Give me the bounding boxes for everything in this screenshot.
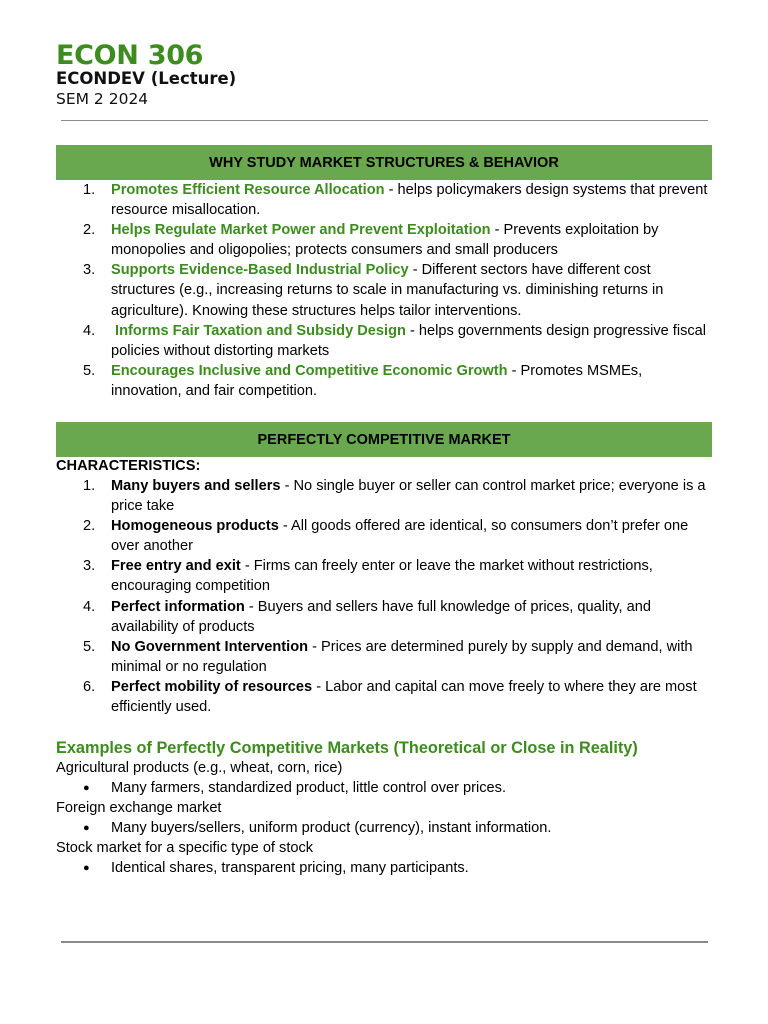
item-lead: Promotes Efficient Resource Allocation	[111, 182, 385, 198]
item-lead: Supports Evidence-Based Industrial Policy	[111, 262, 409, 279]
item-lead: Free entry and exit	[111, 558, 241, 575]
item-text: - Prices are determined purely by supply and demand, with minimal or no regulation	[111, 638, 693, 675]
item-text: - Buyers and sellers have full knowledge of prices, quality, and availability of products	[111, 598, 651, 635]
list-number: 4.	[83, 322, 96, 339]
list-item	[56, 597, 716, 637]
list-number: 4.	[83, 598, 96, 615]
example-bullet-text: Identical shares, transparent pricing, many participants.	[111, 860, 469, 876]
list-item	[56, 677, 716, 717]
characteristics-list	[56, 476, 716, 717]
item-text: - Promotes MSMEs, innovation, and fair competition.	[111, 362, 643, 399]
example-category: Stock market for a specific type of stock	[56, 840, 314, 856]
section-heading-perfect-competition: PERFECTLY COMPETITIVE MARKET	[56, 422, 712, 457]
item-lead: Helps Regulate Market Power and Prevent Exploitation	[111, 222, 491, 239]
list-item	[56, 516, 716, 556]
list-number: 1.	[83, 478, 96, 494]
header-divider	[61, 120, 708, 121]
list-item	[56, 180, 716, 220]
bullet-icon: ●	[83, 822, 90, 834]
item-text: - Firms can freely enter or leave the market without restrictions, encouraging competition	[111, 558, 653, 595]
bullet-icon: ●	[83, 862, 90, 874]
item-text: - Prevents exploitation by monopolies and oligopolies; protects consumers and small producers	[111, 222, 659, 259]
example-category: Foreign exchange market	[56, 800, 222, 816]
example-category: Agricultural products (e.g., wheat, corn, rice)	[56, 760, 343, 776]
example-bullet	[56, 778, 716, 798]
item-text: - helps governments design progressive fiscal policies without distorting markets	[111, 322, 707, 359]
list-number: 2.	[83, 222, 96, 239]
item-text: - Different sectors have different cost structures (e.g., increasing returns to scale in manufacturing vs. diminishing returns in agriculture). Knowing these structures helps tailor interventions.	[111, 262, 664, 319]
example-bullet	[56, 858, 716, 878]
item-lead: Encourages Inclusive and Competitive Economic Growth	[111, 362, 508, 379]
list-number: 5.	[83, 638, 96, 655]
item-lead: Perfect mobility of resources	[111, 678, 313, 695]
item-text: - helps policymakers design systems that prevent resource misallocation.	[111, 182, 708, 219]
list-item	[56, 556, 716, 596]
list-number: 5.	[83, 362, 96, 379]
course-code: ECON 306	[56, 40, 204, 71]
item-lead: Many buyers and sellers	[111, 478, 281, 494]
list-item	[56, 361, 716, 401]
item-text: - All goods offered are identical, so consumers don’t prefer one over another	[111, 518, 689, 555]
bullet-icon: ●	[83, 782, 90, 794]
examples-heading: Examples of Perfectly Competitive Markets (Theoretical or Close in Reality)	[56, 739, 638, 757]
list-number: 3.	[83, 262, 96, 279]
why-study-list	[56, 180, 716, 401]
characteristics-label: CHARACTERISTICS:	[56, 458, 201, 474]
section-heading-why-study: WHY STUDY MARKET STRUCTURES & BEHAVIOR	[56, 145, 712, 180]
list-number: 3.	[83, 558, 96, 575]
list-item	[56, 637, 716, 677]
list-number: 6.	[83, 678, 96, 695]
list-item	[56, 220, 716, 260]
item-lead: Perfect information	[111, 598, 245, 615]
list-number: 1.	[83, 182, 96, 198]
list-number: 2.	[83, 518, 96, 535]
list-item	[56, 321, 716, 361]
item-text: - Labor and capital can move freely to where they are most efficiently used.	[111, 678, 697, 716]
list-item	[56, 476, 716, 516]
item-lead: Homogeneous products	[111, 518, 279, 535]
course-name: ECONDEV (Lecture)	[56, 69, 237, 88]
list-item	[56, 260, 716, 320]
example-bullet-text: Many farmers, standardized product, little control over prices.	[111, 780, 507, 796]
example-bullet-text: Many buyers/sellers, uniform product (currency), instant information.	[111, 820, 552, 836]
item-lead: No Government Intervention	[111, 638, 309, 655]
item-lead: Informs Fair Taxation and Subsidy Design	[111, 322, 406, 339]
footer-divider	[61, 941, 708, 943]
semester-label: SEM 2 2024	[56, 90, 149, 108]
examples-list	[56, 758, 716, 878]
item-text: - No single buyer or seller can control market price; everyone is a price take	[111, 478, 706, 515]
example-bullet	[56, 818, 716, 838]
